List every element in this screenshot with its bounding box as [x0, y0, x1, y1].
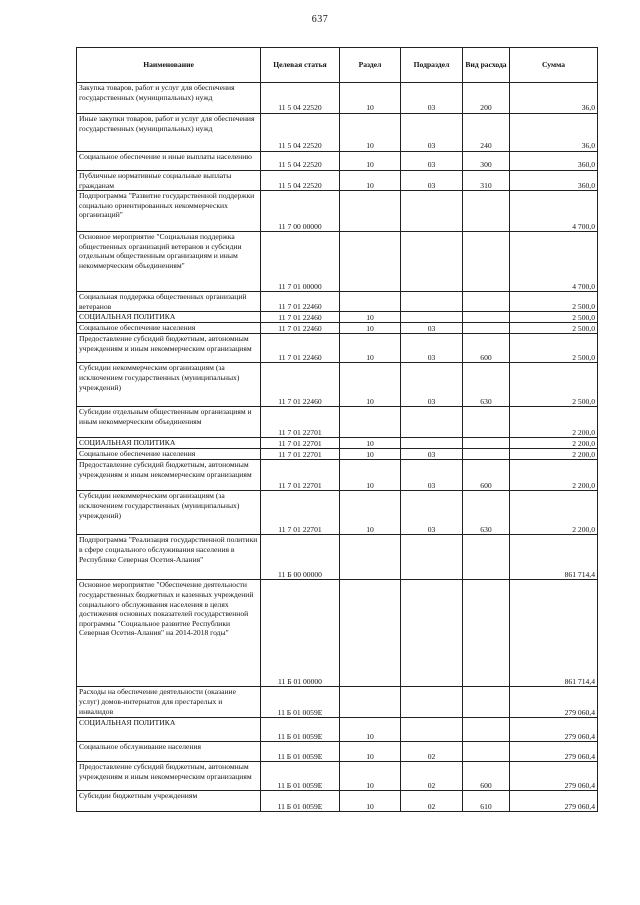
row-target: 11 7 01 22701 — [261, 460, 340, 491]
row-section — [340, 292, 401, 312]
row-target: 11 Б 01 0059Е — [261, 742, 340, 762]
row-name: Подпрограмма "Развитие государственной поддержки социально ориентированных некоммерческих организаций" — [77, 191, 261, 232]
row-subsection: 03 — [401, 323, 463, 334]
table-body — [77, 83, 598, 812]
row-subsection: 03 — [401, 114, 463, 152]
row-subsection: 02 — [401, 791, 463, 812]
row-amount: 4 700,0 — [510, 232, 598, 292]
row-section — [340, 687, 401, 718]
row-name: Публичные нормативные социальные выплаты гражданам — [77, 171, 261, 191]
row-target: 11 Б 01 00000 — [261, 580, 340, 687]
row-section: 10 — [340, 83, 401, 114]
table-row — [77, 407, 598, 438]
row-section: 10 — [340, 718, 401, 742]
row-expense-type — [463, 438, 510, 449]
row-amount: 861 714,4 — [510, 535, 598, 580]
row-target: 11 7 01 22701 — [261, 407, 340, 438]
row-amount: 2 200,0 — [510, 438, 598, 449]
table-row — [77, 323, 598, 334]
row-subsection: 03 — [401, 334, 463, 363]
row-subsection: 03 — [401, 449, 463, 460]
row-section — [340, 580, 401, 687]
row-subsection: 03 — [401, 83, 463, 114]
row-amount: 360,0 — [510, 171, 598, 191]
row-name: Социальное обслуживание населения — [77, 742, 261, 762]
row-target: 11 5 04 22520 — [261, 152, 340, 171]
row-name: Субсидии бюджетным учреждениям — [77, 791, 261, 812]
table-row — [77, 491, 598, 535]
row-expense-type: 200 — [463, 83, 510, 114]
row-expense-type — [463, 742, 510, 762]
budget-table — [76, 47, 598, 812]
row-expense-type: 600 — [463, 762, 510, 791]
header-target: Целевая статья — [261, 48, 340, 83]
row-target: 11 7 01 22460 — [261, 312, 340, 323]
table-row — [77, 535, 598, 580]
row-name: Предоставление субсидий бюджетным, автономным учреждениям и иным некоммерческим организациям — [77, 762, 261, 791]
row-section: 10 — [340, 449, 401, 460]
row-amount: 2 500,0 — [510, 323, 598, 334]
header-expense-type: Вид расхода — [463, 48, 510, 83]
row-subsection: 03 — [401, 152, 463, 171]
row-expense-type: 600 — [463, 460, 510, 491]
row-name: Иные закупки товаров, работ и услуг для обеспечения государственных (муниципальных) нужд — [77, 114, 261, 152]
row-subsection — [401, 191, 463, 232]
row-expense-type: 310 — [463, 171, 510, 191]
row-section: 10 — [340, 762, 401, 791]
table-row — [77, 742, 598, 762]
row-name: Социальное обеспечение населения — [77, 323, 261, 334]
row-expense-type — [463, 535, 510, 580]
row-expense-type: 610 — [463, 791, 510, 812]
row-section — [340, 232, 401, 292]
row-name: Основное мероприятие "Социальная поддержка общественных организаций ветеранов и субсидии отдельным общественным организациям и иным некоммерческим объединениям" — [77, 232, 261, 292]
row-name: Субсидии некоммерческим организациям (за исключением государственных (муниципальных) учреждений) — [77, 363, 261, 407]
row-amount: 279 060,4 — [510, 718, 598, 742]
row-target: 11 Б 01 0059Е — [261, 718, 340, 742]
row-section: 10 — [340, 152, 401, 171]
table-row — [77, 232, 598, 292]
header-section: Раздел — [340, 48, 401, 83]
row-subsection — [401, 438, 463, 449]
row-name: Основное мероприятие "Обеспечение деятельности государственных бюджетных и казенных учреждений социального обслуживания населения в целях достижения основных показателей государственной программы "Социальное развитие Республики Северная Осетия-Алания" на 2014-2018 годы" — [77, 580, 261, 687]
row-amount: 2 200,0 — [510, 491, 598, 535]
row-expense-type: 630 — [463, 491, 510, 535]
row-amount: 279 060,4 — [510, 742, 598, 762]
row-expense-type: 300 — [463, 152, 510, 171]
row-expense-type: 630 — [463, 363, 510, 407]
table-row — [77, 312, 598, 323]
row-subsection — [401, 718, 463, 742]
row-subsection — [401, 580, 463, 687]
row-target: 11 7 01 22460 — [261, 334, 340, 363]
row-section: 10 — [340, 460, 401, 491]
row-amount: 279 060,4 — [510, 762, 598, 791]
row-section: 10 — [340, 791, 401, 812]
row-expense-type — [463, 191, 510, 232]
table-row — [77, 191, 598, 232]
row-expense-type — [463, 687, 510, 718]
row-section — [340, 191, 401, 232]
row-section — [340, 535, 401, 580]
row-name: Предоставление субсидий бюджетным, автономным учреждениям и иным некоммерческим организациям — [77, 334, 261, 363]
row-target: 11 5 04 22520 — [261, 171, 340, 191]
row-section: 10 — [340, 114, 401, 152]
row-expense-type: 600 — [463, 334, 510, 363]
row-target: 11 7 01 22460 — [261, 292, 340, 312]
row-name: СОЦИАЛЬНАЯ ПОЛИТИКА — [77, 718, 261, 742]
row-amount: 2 200,0 — [510, 407, 598, 438]
row-subsection: 03 — [401, 171, 463, 191]
row-section: 10 — [340, 312, 401, 323]
row-amount: 2 500,0 — [510, 363, 598, 407]
row-name: Субсидии отдельным общественным организациям и иным некоммерческим объединениям — [77, 407, 261, 438]
row-target: 11 5 04 22520 — [261, 83, 340, 114]
table-row — [77, 449, 598, 460]
row-expense-type — [463, 312, 510, 323]
row-target: 11 7 01 22701 — [261, 491, 340, 535]
row-amount: 279 060,4 — [510, 791, 598, 812]
row-expense-type — [463, 580, 510, 687]
page-number: 637 — [311, 14, 329, 25]
row-section: 10 — [340, 334, 401, 363]
row-expense-type — [463, 718, 510, 742]
row-name: Подпрограмма "Реализация государственной политики в сфере социального обслуживания населения в Республике Северная Осетия-Алания" — [77, 535, 261, 580]
row-amount: 861 714,4 — [510, 580, 598, 687]
row-section: 10 — [340, 742, 401, 762]
row-target: 11 Б 01 0059Е — [261, 791, 340, 812]
row-subsection: 02 — [401, 742, 463, 762]
table-row — [77, 83, 598, 114]
row-expense-type — [463, 449, 510, 460]
header-subsection: Подраздел — [401, 48, 463, 83]
table-row — [77, 292, 598, 312]
row-name: Социальное обеспечение населения — [77, 449, 261, 460]
row-expense-type: 240 — [463, 114, 510, 152]
table-header-row — [77, 48, 598, 83]
row-amount: 36,0 — [510, 114, 598, 152]
row-target: 11 7 01 00000 — [261, 232, 340, 292]
table-row — [77, 438, 598, 449]
table-row — [77, 460, 598, 491]
row-name: Социальное обеспечение и иные выплаты населению — [77, 152, 261, 171]
row-subsection — [401, 407, 463, 438]
table-row — [77, 791, 598, 812]
table-row — [77, 363, 598, 407]
row-name: Субсидии некоммерческим организациям (за исключением государственных (муниципальных) учреждений) — [77, 491, 261, 535]
row-target: 11 Б 00 00000 — [261, 535, 340, 580]
table-row — [77, 580, 598, 687]
row-section: 10 — [340, 363, 401, 407]
row-amount: 279 060,4 — [510, 687, 598, 718]
row-target: 11 7 00 00000 — [261, 191, 340, 232]
row-amount: 2 500,0 — [510, 292, 598, 312]
table-row — [77, 718, 598, 742]
row-target: 11 7 01 22460 — [261, 363, 340, 407]
row-subsection — [401, 232, 463, 292]
row-section: 10 — [340, 171, 401, 191]
row-subsection: 03 — [401, 491, 463, 535]
row-name: Предоставление субсидий бюджетным, автономным учреждениям и иным некоммерческим организациям — [77, 460, 261, 491]
row-subsection: 03 — [401, 363, 463, 407]
row-expense-type — [463, 407, 510, 438]
table-row — [77, 687, 598, 718]
row-name: СОЦИАЛЬНАЯ ПОЛИТИКА — [77, 438, 261, 449]
header-amount: Сумма — [510, 48, 598, 83]
row-target: 11 Б 01 0059Е — [261, 762, 340, 791]
table-row — [77, 171, 598, 191]
row-amount: 4 700,0 — [510, 191, 598, 232]
row-section: 10 — [340, 491, 401, 535]
table-row — [77, 334, 598, 363]
row-subsection: 03 — [401, 460, 463, 491]
table-row — [77, 114, 598, 152]
row-name: Закупка товаров, работ и услуг для обеспечения государственных (муниципальных) нужд — [77, 83, 261, 114]
table-row — [77, 152, 598, 171]
row-target: 11 7 01 22701 — [261, 449, 340, 460]
row-amount: 36,0 — [510, 83, 598, 114]
row-target: 11 7 01 22460 — [261, 323, 340, 334]
row-subsection — [401, 292, 463, 312]
row-name: СОЦИАЛЬНАЯ ПОЛИТИКА — [77, 312, 261, 323]
row-subsection — [401, 535, 463, 580]
header-name: Наименование — [77, 48, 261, 83]
row-section: 10 — [340, 323, 401, 334]
row-expense-type — [463, 323, 510, 334]
row-subsection: 02 — [401, 762, 463, 791]
row-target: 11 7 01 22701 — [261, 438, 340, 449]
row-target: 11 Б 01 0059Е — [261, 687, 340, 718]
table-row — [77, 762, 598, 791]
row-amount: 2 200,0 — [510, 460, 598, 491]
row-target: 11 5 04 22520 — [261, 114, 340, 152]
row-amount: 2 500,0 — [510, 334, 598, 363]
row-expense-type — [463, 232, 510, 292]
row-amount: 2 500,0 — [510, 312, 598, 323]
row-subsection — [401, 687, 463, 718]
row-section: 10 — [340, 438, 401, 449]
row-name: Расходы на обеспечение деятельности (оказание услуг) домов-интернатов для престарелых и инвалидов — [77, 687, 261, 718]
row-name: Социальная поддержка общественных организаций ветеранов — [77, 292, 261, 312]
row-amount: 360,0 — [510, 152, 598, 171]
row-section — [340, 407, 401, 438]
row-subsection — [401, 312, 463, 323]
row-expense-type — [463, 292, 510, 312]
row-amount: 2 200,0 — [510, 449, 598, 460]
